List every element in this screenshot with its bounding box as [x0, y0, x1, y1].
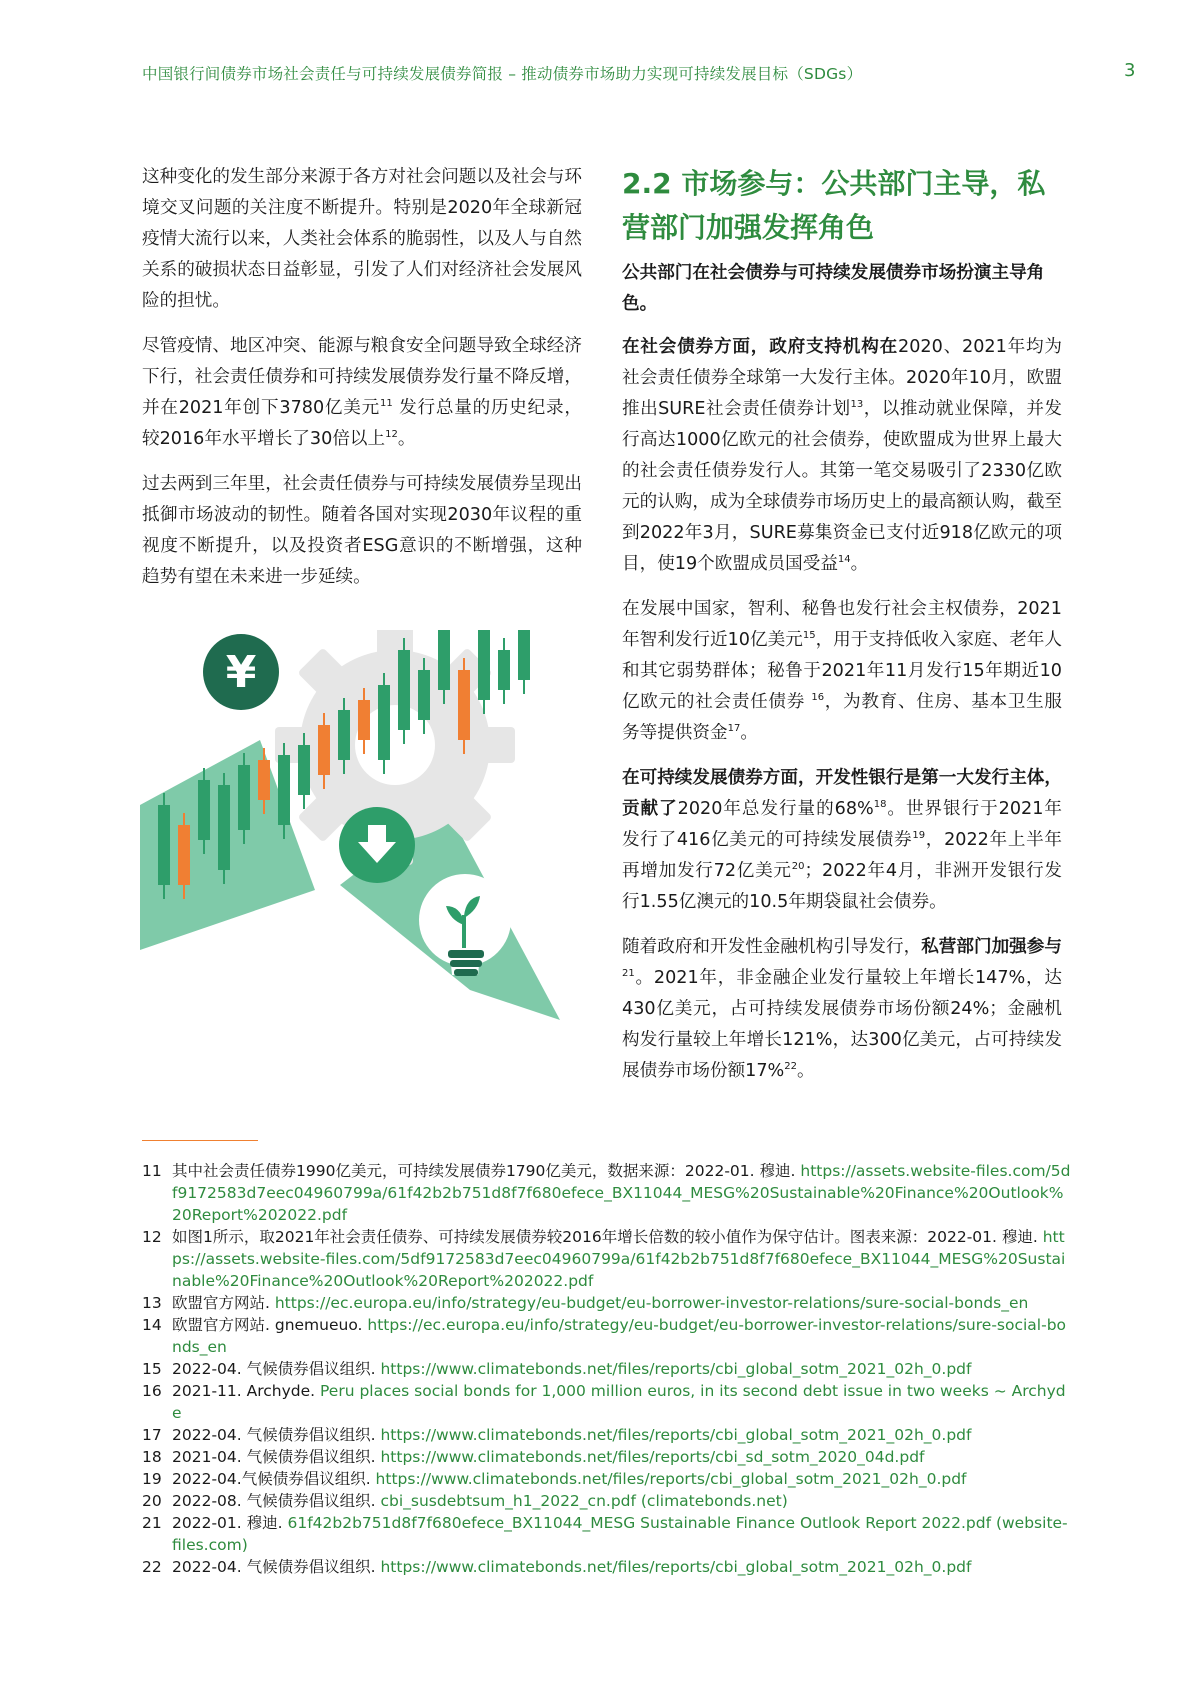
footnote-text: 其中社会责任债券1990亿美元，可持续发展债券1790亿美元，数据来源：2022-01. 穆迪. https://assets.website-files.com/5df9172583d7eec04960799a/61f42b2b751d8f7f680efece_BX11044_MESG%20Sustainable%20Finance%20Outlook%20Report%202022.pdf — [172, 1162, 1071, 1224]
paragraph: 在发展中国家，智利、秘鲁也发行社会主权债券，2021年智利发行近10亿美元$^{15}$，用于支持低收入家庭、老年人和其它弱势群体；秘鲁于2021年11月发行15年期近10亿欧元的社会责任债券 $^{16}$，为教育、住房、基本卫生服务等提供资金$^{17}$。 — [622, 599, 1062, 743]
footnote-text: 2021-04. 气候债券倡议组织. https://www.climatebonds.net/files/reports/cbi_sd_sotm_2020_04d.pdf — [172, 1448, 925, 1466]
footnote-link[interactable]: https://www.climatebonds.net/files/reports/cbi_global_sotm_2021_02h_0.pdf — [375, 1470, 967, 1488]
page-number: 3 — [1124, 60, 1136, 81]
section-title: 2.2 市场参与：公共部门主导，私营部门加强发挥角色 — [622, 167, 1046, 244]
footnote-ref[interactable]: 12 — [385, 429, 398, 441]
footnote-item — [142, 1314, 1072, 1358]
candle-body — [378, 685, 390, 760]
footnote-link[interactable]: https://ec.europa.eu/info/strategy/eu-budget/eu-borrower-investor-relations/sure-social-bonds_en — [274, 1294, 1029, 1312]
paragraph: 在社会债券方面，政府支持机构在2020、2021年均为社会责任债券全球第一大发行主体。2020年10月，欧盟推出SURE社会责任债券计划$^{13}$，以推动就业保障，并发行高达1000亿欧元的社会债券，使欧盟成为世界上最大的社会责任债券发行人。其第一笔交易吸引了2330亿欧元的认购，成为全球债券市场历史上的最高额认购，截至到2022年3月，SURE募集资金已支付近918亿欧元的项目，使19个欧盟成员国受益$^{14}$。 — [622, 337, 1062, 574]
footnote-ref[interactable]: 20 — [791, 861, 805, 873]
footnote-item — [142, 1292, 1072, 1314]
footnote-ref[interactable]: 13 — [850, 399, 864, 411]
candle-body — [198, 780, 210, 840]
footnote-item — [142, 1446, 1072, 1468]
footnote-text: 2022-01. 穆迪. 61f42b2b751d8f7f680efece_BX11044_MESG Sustainable Finance Outlook Report 2022.pdf (website-files.com) — [172, 1514, 1068, 1554]
page-header: 中国银行间债券市场社会责任与可持续发展债券简报 – 推动债券市场助力实现可持续发展目标（SDGs） — [142, 65, 863, 83]
candle-body — [318, 725, 330, 775]
footnote-ref[interactable]: 19 — [912, 830, 926, 842]
footnote-item — [142, 1490, 1072, 1512]
footnote-number: 14 — [142, 1316, 162, 1334]
footnote-number: 17 — [142, 1426, 162, 1444]
footnote-link[interactable]: 61f42b2b751d8f7f680efece_BX11044_MESG Sustainable Finance Outlook Report 2022.pdf (website-files.com) — [172, 1514, 1068, 1554]
footnote-text: 如图1所示，取2021年社会责任债券、可持续发展债券较2016年增长倍数的较小值作为保守估计。图表来源：2022-01. 穆迪. https://assets.website-files.com/5df9172583d7eec04960799a/61f42b2b751d8f7f680efece_BX11044_MESG%20Sustainable%20Finance%20Outlook%20Report%202022.pdf — [172, 1228, 1066, 1290]
candle-body — [398, 650, 410, 730]
footnote-link[interactable]: https://assets.website-files.com/5df9172583d7eec04960799a/61f42b2b751d8f7f680efece_BX11044_MESG%20Sustainable%20Finance%20Outlook%20Report%202022.pdf — [172, 1162, 1071, 1224]
footnote-link[interactable]: https://ec.europa.eu/info/strategy/eu-budget/eu-borrower-investor-relations/sure-social-bonds_en — [172, 1316, 1067, 1356]
right-column — [622, 162, 1062, 1101]
footnote-number: 15 — [142, 1360, 162, 1378]
candle-body — [238, 765, 250, 830]
footnote-ref[interactable]: 14 — [837, 554, 851, 566]
footnote-link[interactable]: cbi_susdebtsum_h1_2022_cn.pdf (climatebonds.net) — [380, 1492, 788, 1510]
candle-body — [298, 745, 310, 795]
candle-body — [438, 630, 450, 690]
footnote-text: 2022-04.气候债券倡议组织. https://www.climatebonds.net/files/reports/cbi_global_sotm_2021_02h_0.pdf — [172, 1470, 967, 1488]
footnotes — [142, 1160, 1072, 1578]
candle-body — [518, 630, 530, 680]
candle-body — [458, 670, 470, 740]
footnote-link[interactable]: https://www.climatebonds.net/files/reports/cbi_global_sotm_2021_02h_0.pdf — [380, 1558, 972, 1576]
footnote-text: 欧盟官方网站. gnemueuo. https://ec.europa.eu/info/strategy/eu-budget/eu-borrower-investor-relations/sure-social-bonds_en — [172, 1316, 1067, 1356]
footnote-number: 22 — [142, 1558, 162, 1576]
footnote-text: 2022-08. 气候债券倡议组织. cbi_susdebtsum_h1_2022_cn.pdf (climatebonds.net) — [172, 1492, 788, 1510]
footnote-link[interactable]: https://www.climatebonds.net/files/reports/cbi_sd_sotm_2020_04d.pdf — [380, 1448, 925, 1466]
footnote-item — [142, 1424, 1072, 1446]
footnote-text: 欧盟官方网站. https://ec.europa.eu/info/strategy/eu-budget/eu-borrower-investor-relations/sure-social-bonds_en — [172, 1294, 1029, 1312]
footnote-item — [142, 1512, 1072, 1556]
footnote-ref[interactable]: 22 — [784, 1061, 797, 1073]
footnote-number: 13 — [142, 1294, 162, 1312]
footnote-item — [142, 1160, 1072, 1226]
footnote-item — [142, 1556, 1072, 1578]
paragraph: 过去两到三年里，社会责任债券与可持续发展债券呈现出抵御市场波动的韧性。随着各国对实现2030年议程的重视度不断提升，以及投资者ESG意识的不断增强，这种趋势有望在未来进一步延续。 — [142, 474, 582, 587]
footnote-ref[interactable]: 21 — [622, 968, 635, 980]
footnote-number: 12 — [142, 1228, 162, 1246]
footnote-text: 2022-04. 气候债券倡议组织. https://www.climatebonds.net/files/reports/cbi_global_sotm_2021_02h_0.pdf — [172, 1426, 972, 1444]
footnote-ref[interactable]: 15 — [802, 630, 816, 642]
footnote-number: 18 — [142, 1448, 162, 1466]
candle-body — [218, 785, 230, 870]
footnote-number: 16 — [142, 1382, 162, 1400]
footnote-divider — [142, 1140, 258, 1141]
paragraph: 这种变化的发生部分来源于各方对社会问题以及社会与环境交叉问题的关注度不断提升。特别是2020年全球新冠疫情大流行以来，人类社会体系的脆弱性，以及人与自然关系的破损状态日益彰显，引发了人们对经济社会发展风险的担忧。 — [142, 167, 582, 311]
footnote-link[interactable]: https://www.climatebonds.net/files/reports/cbi_global_sotm_2021_02h_0.pdf — [380, 1360, 972, 1378]
candle-body — [338, 710, 350, 760]
candle-body — [418, 670, 430, 720]
footnote-ref[interactable]: 11 — [380, 398, 393, 410]
finance-illustration — [140, 630, 580, 1070]
footnote-number: 11 — [142, 1162, 162, 1180]
paragraph: 尽管疫情、地区冲突、能源与粮食安全问题导致全球经济下行，社会责任债券和可持续发展债券发行量不降反增，并在2021年创下3780亿美元$^{11}$ 发行总量的历史纪录，较2016年水平增长了30倍以上$^{12}$。 — [142, 336, 582, 449]
footnote-link[interactable]: Peru places social bonds for 1,000 million euros, in its second debt issue in two weeks ~ Archyde — [172, 1382, 1066, 1422]
candle-body — [278, 755, 290, 825]
footnote-number: 20 — [142, 1492, 162, 1510]
footnote-number: 21 — [142, 1514, 162, 1532]
candle-body — [498, 650, 510, 690]
footnote-ref[interactable]: 16 — [811, 692, 825, 704]
footnote-item — [142, 1380, 1072, 1424]
footnote-text: 2022-04. 气候债券倡议组织. https://www.climatebonds.net/files/reports/cbi_global_sotm_2021_02h_0.pdf — [172, 1360, 972, 1378]
candle-body — [158, 805, 170, 885]
footnote-ref[interactable]: 17 — [727, 723, 741, 735]
lead-text: 公共部门在社会债券与可持续发展债券市场扮演主导角色。 — [622, 263, 1045, 314]
candle-body — [358, 700, 370, 740]
footnote-link[interactable]: https://assets.website-files.com/5df9172583d7eec04960799a/61f42b2b751d8f7f680efece_BX11044_MESG%20Sustainable%20Finance%20Outlook%20Report%202022.pdf — [172, 1228, 1066, 1290]
paragraph: 在可持续发展债券方面，开发性银行是第一大发行主体，贡献了2020年总发行量的68%$^{18}$。世界银行于2021年发行了416亿美元的可持续发展债券$^{19}$，2022年上半年再增加发行72亿美元$^{20}$；2022年4月，非洲开发银行发行1.55亿澳元的10.5年期袋鼠社会债券。 — [622, 768, 1062, 912]
paragraph: 随着政府和开发性金融机构引导发行，私营部门加强参与$^{21}$。2021年，非金融企业发行量较上年增长147%，达430亿美元，占可持续发展债券市场份额24%；金融机构发行量较上年增长121%，达300亿美元，占可持续发展债券市场份额17%$^{22}$。 — [622, 937, 1062, 1081]
footnote-item — [142, 1226, 1072, 1292]
yen-symbol: ¥ — [225, 647, 257, 698]
footnote-ref[interactable]: 18 — [873, 799, 887, 811]
footnote-text: 2021-11. Archyde. Peru places social bonds for 1,000 million euros, in its second debt issue in two weeks ~ Archyde — [172, 1382, 1066, 1422]
footnote-text: 2022-04. 气候债券倡议组织. https://www.climatebonds.net/files/reports/cbi_global_sotm_2021_02h_0.pdf — [172, 1558, 972, 1576]
footnote-item — [142, 1468, 1072, 1490]
candle-body — [478, 630, 490, 700]
candle-body — [258, 760, 270, 800]
candle-body — [178, 825, 190, 885]
left-column — [142, 162, 582, 607]
footnote-link[interactable]: https://www.climatebonds.net/files/reports/cbi_global_sotm_2021_02h_0.pdf — [380, 1426, 972, 1444]
footnote-number: 19 — [142, 1470, 162, 1488]
footnote-item — [142, 1358, 1072, 1380]
